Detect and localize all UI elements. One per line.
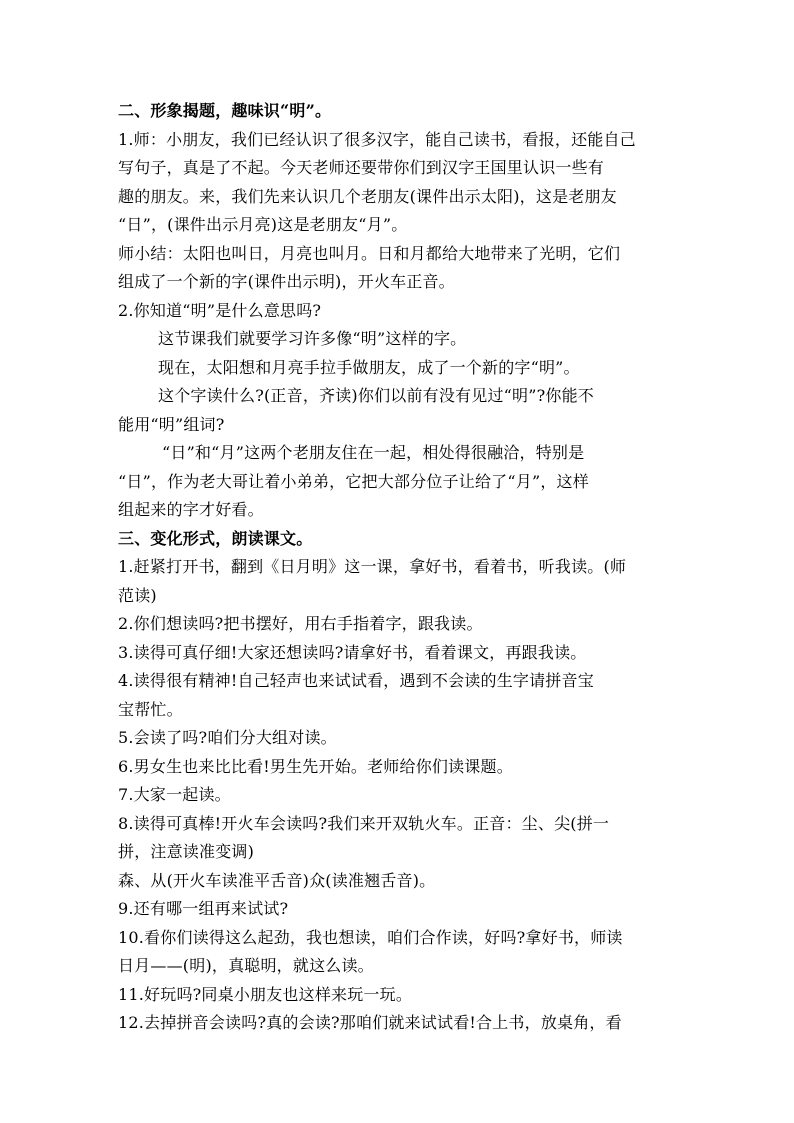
section-heading-3: 三、变化形式，朗读课文。	[118, 528, 313, 548]
paragraph-line: “日”，作为老大哥让着小弟弟，它把大部分位子让给了“月”，这样	[118, 471, 589, 491]
paragraph-line: 这个字读什么?(正音，齐读)你们以前有没有见过“明”?你能不	[158, 386, 595, 405]
paragraph-line: 6.男女生也来比比看!男生先开始。老师给你们读课题。	[118, 756, 513, 776]
paragraph-line: 11.好玩吗?同桌小朋友也这样来玩一玩。	[118, 984, 413, 1004]
document-page	[118, 97, 680, 1038]
paragraph-line: 1.赶紧打开书，翻到《日月明》这一课，拿好书，看着书，听我读。(师	[118, 557, 627, 576]
paragraph-line: 10.看你们读得这么起劲，我也想读，咱们合作读，好吗?拿好书，师读	[118, 927, 623, 947]
paragraph-line: 2.你知道“明”是什么意思吗?	[118, 300, 322, 320]
paragraph-line: 7.大家一起读。	[118, 785, 231, 804]
paragraph-line: 1.师：小朋友，我们已经认识了很多汉字，能自己读书，看报，还能自己	[118, 129, 636, 149]
paragraph-line: 范读)	[118, 585, 157, 605]
paragraph-line: 组起来的字才好看。	[118, 500, 264, 519]
section-heading-2: 二、形象揭题，趣味识“明”。	[118, 101, 332, 120]
paragraph-line: 写句子，真是了不起。今天老师还要带你们到汉字王国里认识一些有	[118, 158, 605, 177]
paragraph-line: 师小结：太阳也叫日，月亮也叫月。日和月都给大地带来了光明，它们	[118, 243, 621, 263]
paragraph-line: 8.读得可真棒!开火车会读吗?我们来开双轨火车。正音：尘、尖(拼一	[118, 813, 610, 833]
paragraph-line: 能用“明”组词?	[118, 414, 225, 434]
paragraph-line: 9.还有哪一组再来试试?	[118, 899, 289, 918]
paragraph-line: 趣的朋友。来，我们先来认识几个老朋友(课件出示太阳)，这是老朋友	[118, 186, 617, 206]
paragraph-line: “日”和“月”这两个老朋友住在一起，相处得很融洽，特别是	[162, 443, 585, 462]
paragraph-line: 日月——(明)，真聪明，就这么读。	[118, 956, 374, 975]
paragraph-line: 这节课我们就要学习许多像“明”这样的字。	[158, 329, 467, 348]
paragraph-line: 12.去掉拼音会读吗?真的会读?那咱们就来试试看!合上书，放桌角，看	[118, 1013, 622, 1032]
paragraph-line: 组成了一个新的字(课件出示明)，开火车正音。	[118, 272, 455, 291]
paragraph-line: 森、从(开火车读准平舌音)众(读准翘舌音)。	[118, 870, 436, 890]
paragraph-line: 3.读得可真仔细!大家还想读吗?请拿好书，看着课文，再跟我读。	[118, 642, 587, 662]
paragraph-line: 宝帮忙。	[118, 699, 183, 719]
paragraph-line: 现在，太阳想和月亮手拉手做朋友，成了一个新的字“明”。	[158, 357, 580, 377]
paragraph-line: 5.会读了吗?咱们分大组对读。	[118, 728, 337, 747]
paragraph-line: 2.你们想读吗?把书摆好，用右手指着字，跟我读。	[118, 614, 483, 633]
paragraph-line: 4.读得很有精神!自己轻声也来试试看，遇到不会读的生字请拼音宝	[118, 671, 594, 690]
paragraph-line: 拼，注意读准变调)	[118, 842, 255, 861]
paragraph-line: “日”，(课件出示月亮)这是老朋友“月”。	[118, 215, 408, 234]
